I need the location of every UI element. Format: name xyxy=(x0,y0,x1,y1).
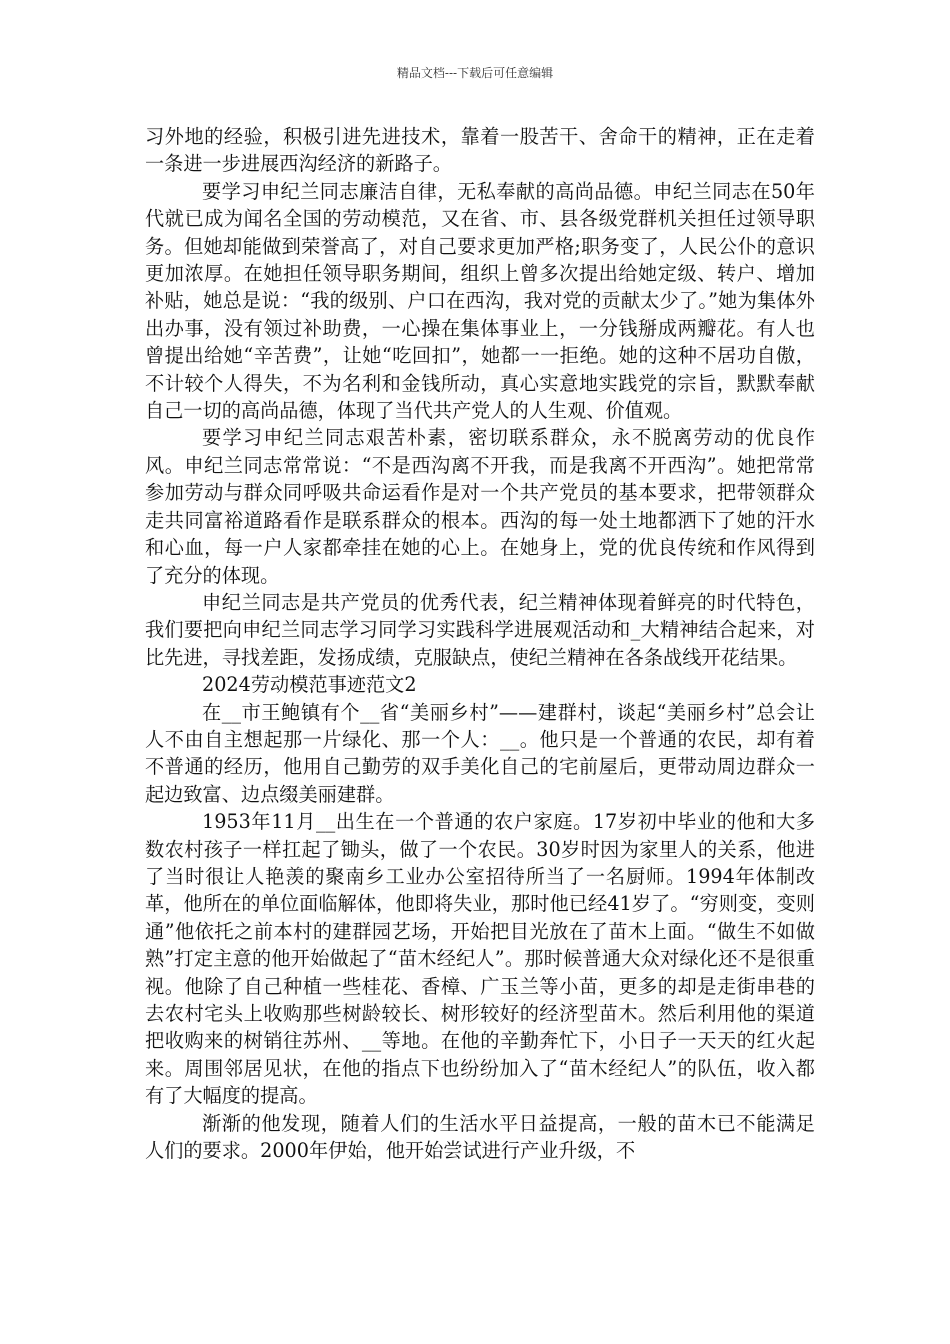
paragraph: 申纪兰同志是共产党员的优秀代表，纪兰精神体现着鲜亮的时代特色，我们要把向申纪兰同志学习同学习实践科学进展观活动和_大精神结合起来，对比先进，寻找差距，发扬成绩，克服缺点，使纪兰精神在各条战线开花结果。 xyxy=(145,590,815,669)
section-title: 2024劳动模范事迹范文2 xyxy=(202,673,417,697)
document-body xyxy=(145,123,815,1164)
paragraph: 要学习申纪兰同志廉洁自律，无私奉献的高尚品德。申纪兰同志在50年代就已成为闻名全国的劳动模范，又在省、市、县各级党群机关担任过领导职务。但她却能做到荣誉高了，对自己要求更加严格;职务变了，人民公仆的意识更加浓厚。在她担任领导职务期间，组织上曾多次提出给她定级、转户、增加补贴，她总是说：“我的级别、户口在西沟，我对党的贡献太少了。”她为集体外出办事，没有领过补助费，一心操在集体事业上，一分钱掰成两瓣花。有人也曾提出给她“辛苦费”，让她“吃回扣”，她都一一拒绝。她的这种不居功自傲，不计较个人得失，不为名利和金钱所动，真心实意地实践党的宗旨，默默奉献自己一切的高尚品德，体现了当代共产党人的人生观、价值观。 xyxy=(145,179,815,423)
paragraph: 要学习申纪兰同志艰苦朴素，密切联系群众，永不脱离劳动的优良作风。申纪兰同志常常说：“不是西沟离不开我，而是我离不开西沟”。她把常常参加劳动与群众同呼吸共命运看作是对一个共产党员的基本要求，把带领群众走共同富裕道路看作是联系群众的根本。西沟的每一处土地都洒下了她的汗水和心血，每一户人家都牵挂在她的心上。在她身上，党的优良传统和作风得到了充分的体现。 xyxy=(145,426,815,587)
paragraph: 渐渐的他发现，随着人们的生活水平日益提高，一般的苗木已不能满足人们的要求。2000年伊始，他开始尝试进行产业升级，不 xyxy=(145,1111,815,1163)
paragraph: 习外地的经验，积极引进先进技术，靠着一股苦干、舍命干的精神，正在走着一条进一步进展西沟经济的新路子。 xyxy=(145,125,815,176)
paragraph: 1953年11月__出生在一个普通的农户家庭。17岁初中毕业的他和大多数农村孩子一样扛起了锄头，做了一个农民。30岁时因为家里人的关系，他进了当时很让人艳羡的聚南乡工业办公室招待所当了一名厨师。1994年体制改革，他所在的单位面临解体，他即将失业，那时他已经41岁了。“穷则变，变则通”他依托之前本村的建群园艺场，开始把目光放在了苗木上面。“做生不如做熟”打定主意的他开始做起了“苗木经纪人”。那时候普通大众对绿化还不是很重视。他除了自己种植一些桂花、香樟、广玉兰等小苗，更多的却是走街串巷的去农村宅头上收购那些树龄较长、树形较好的经济型苗木。然后利用他的渠道把收购来的树销往苏州、__等地。在他的辛勤奔忙下，小日子一天天的红火起来。周围邻居见状，在他的指点下也纷纷加入了“苗木经纪人”的队伍，收入都有了大幅度的提高。 xyxy=(145,810,815,1108)
page-header: 精品文档---下载后可任意编辑 xyxy=(396,66,554,80)
paragraph: 在__市王鲍镇有个__省“美丽乡村”——建群村，谈起“美丽乡村”总会让人不由自主想起那一片绿化、那一个人：__。他只是一个普通的农民，却有着不普通的经历，他用自己勤劳的双手美化自己的宅前屋后，更带动周边群众一起边致富、边点缀美丽建群。 xyxy=(145,700,815,806)
